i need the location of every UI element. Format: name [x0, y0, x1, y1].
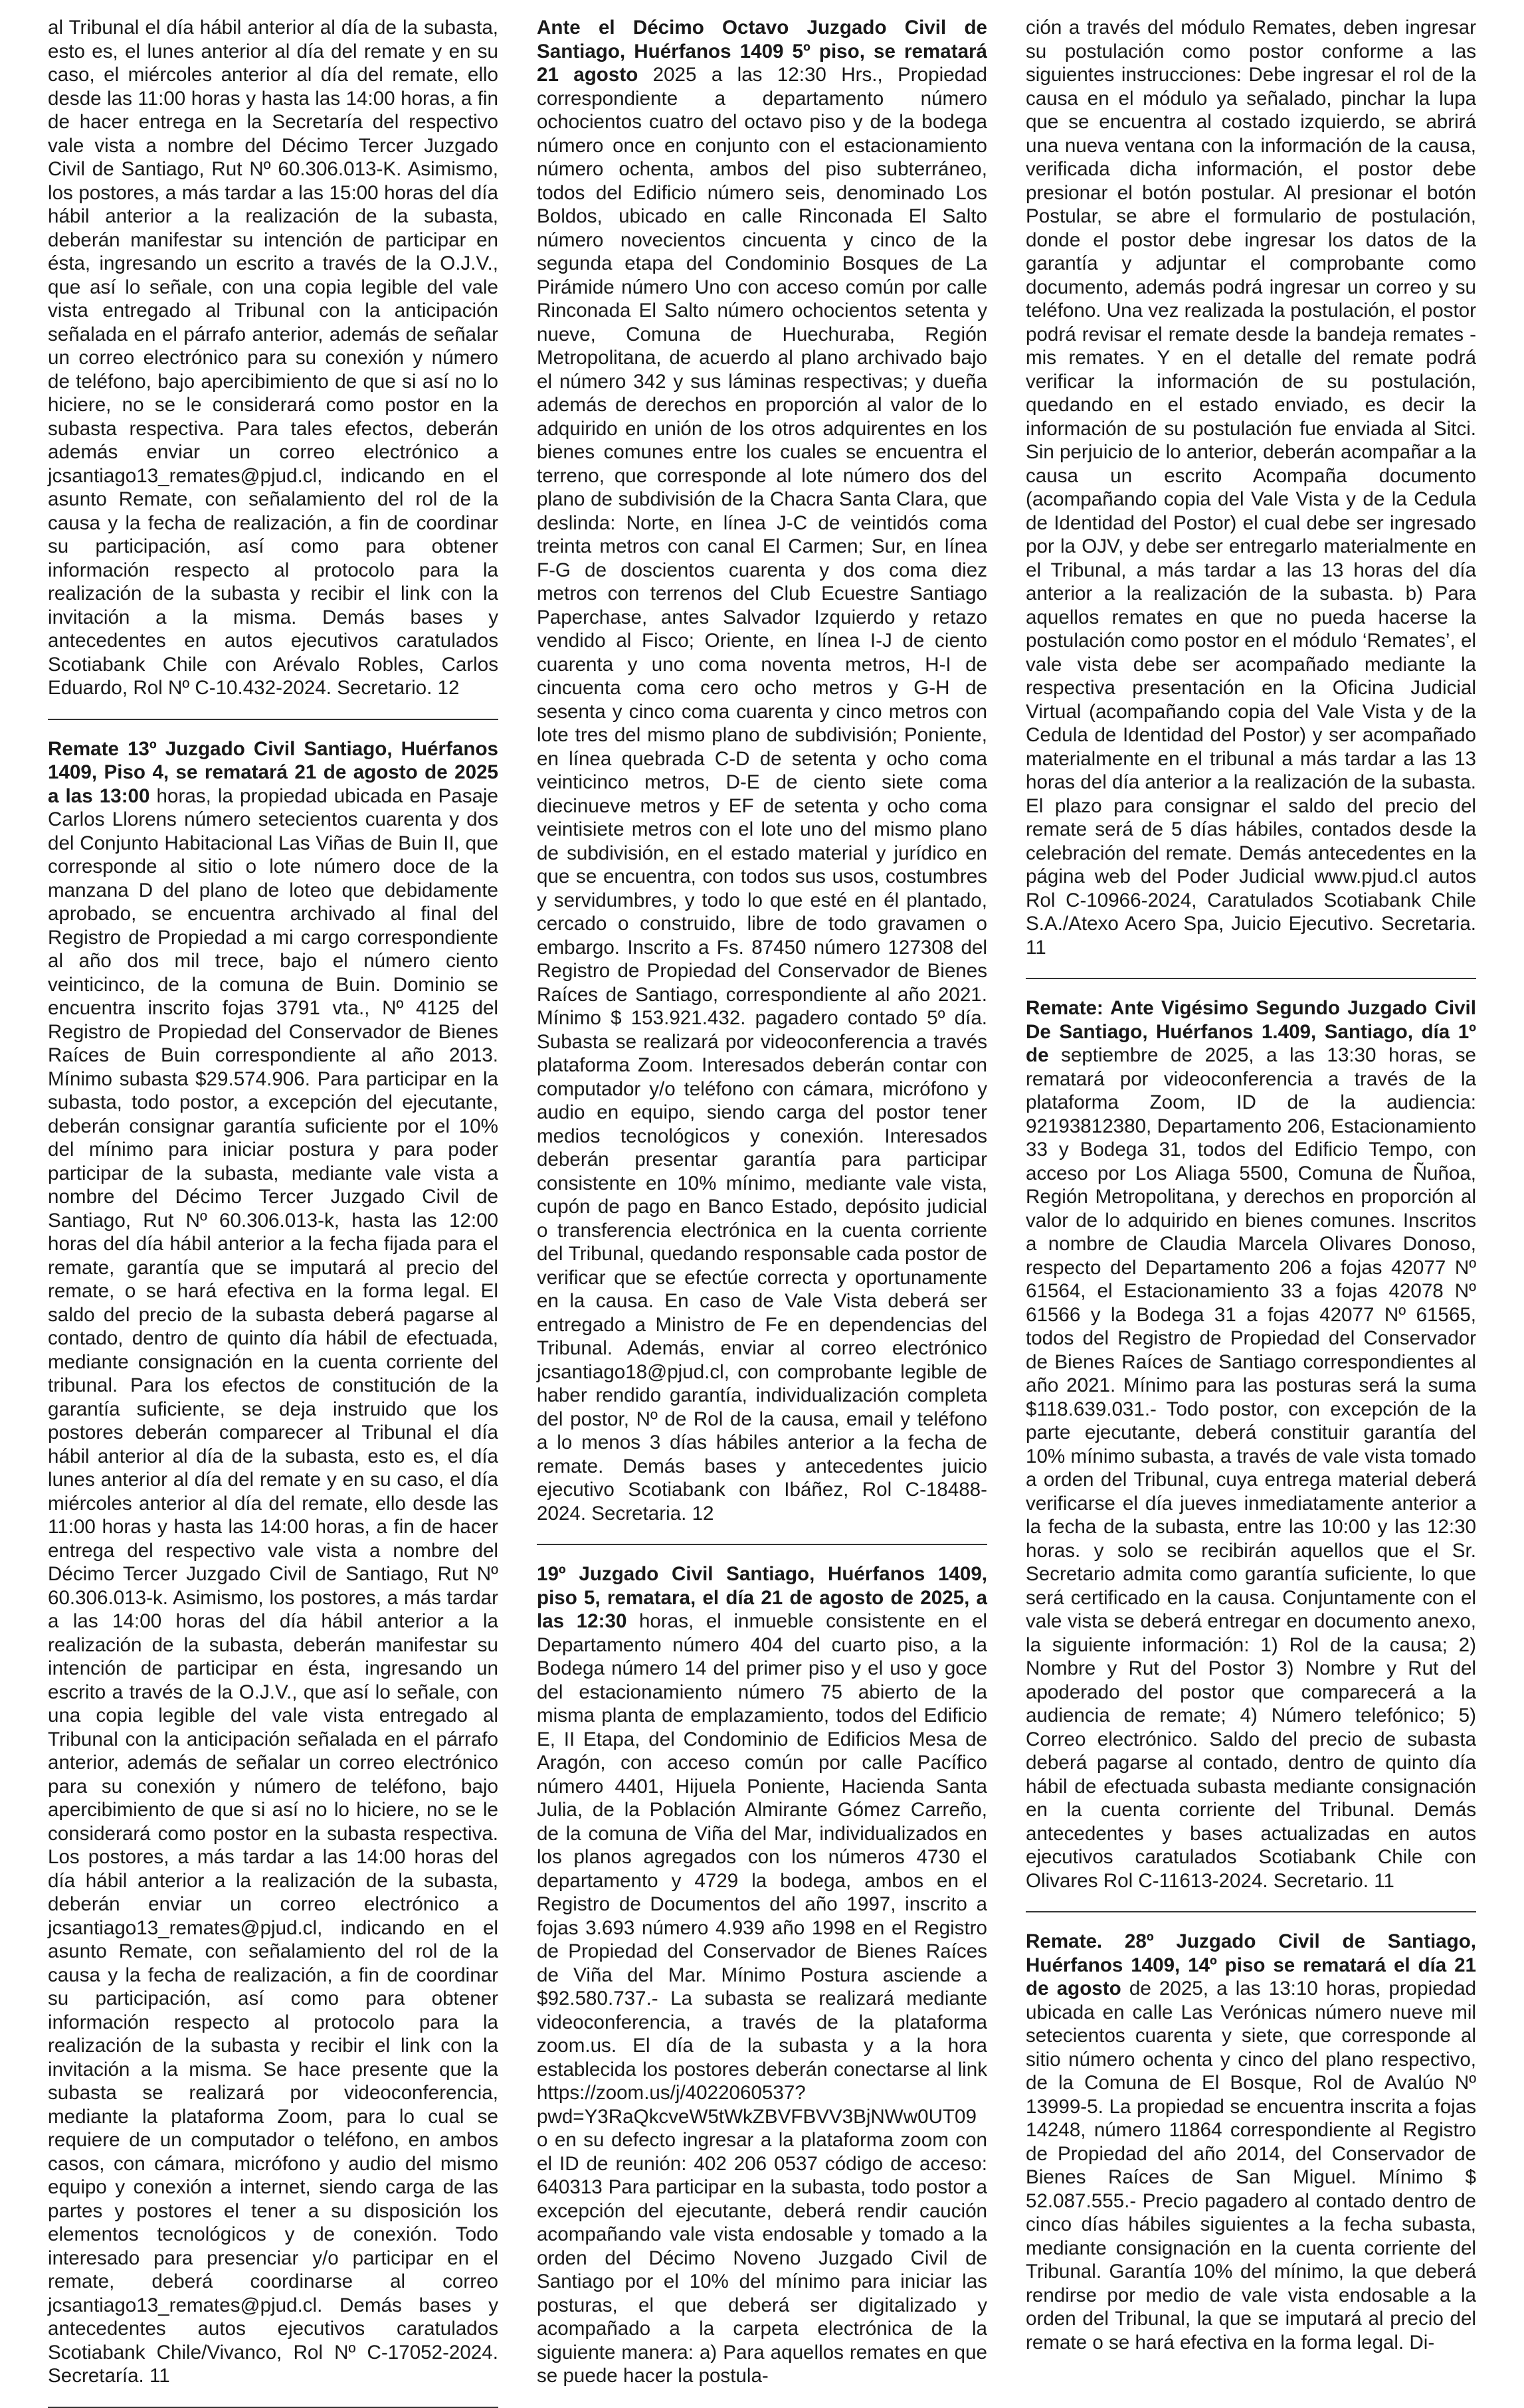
notice-body: 2025 a las 12:30 Hrs., Propiedad correspondiente a departamento número ochocientos cuatro del octavo piso y de la bodega número once en conjunto con el estacionamiento número ochenta, ambos del piso subterráneo, todos del Edificio número seis, denominado Los Boldos, ubicado en calle Rinconada El Salto número novecientos cincuenta y cinco de la segunda etapa del Condominio Bosques de La Pirámide número Uno con acceso común por calle Rinconada El Salto número ochocientos setenta y nueve, Comuna de Huechuraba, Región Metropolitana, de acuerdo al plano archivado bajo el número 342 y sus láminas respectivas; y dueña además de derechos en proporción al valor de lo adquirido en unión de los otros adquirentes en los bienes comunes entre los cuales se encuentra el terreno, que corresponde al lote número dos del plano de subdivisión de la Chacra Santa Clara, que deslinda: Norte, en línea J-C de veintidós coma treinta metros con canal El Carmen; Sur, en línea F-G de doscientos cuarenta y dos coma diez metros con terrenos del Club Ecuestre Santiago Paperchase, antes Salvador Izquierdo y retazo vendido al Fisco; Oriente, en línea I-J de ciento cuarenta y uno coma noventa metros, H-I de cincuenta coma cero ocho metros y G-H de sesenta y cinco coma cuarenta y cinco metros con lote tres del mismo plano de subdivisión; Poniente, en línea quebrada C-D de setenta y ocho coma veinticinco metros, D-E de ciento siete coma diecinueve metros y EF de setenta y ocho coma veintisiete metros con el lote uno del mismo plano de subdivisión, en el estado material y jurídico en que se encuentra, con todos sus usos, costumbres y servidumbres, y todo lo que esté en él plantado, cercado o construido, libre de todo gravamen o embargo. Inscrito a Fs. 87450 número 127308 del Registro de Propiedad del Conservador de Bienes Raíces de Santiago, correspondiente al año 2021. Mínimo $ 153.921.432. pagadero contado 5º día. Subasta se realizará por videoconferencia a través plataforma Zoom. Interesados deberán contar con computador y/o teléfono con cámara, micrófono y audio en equipo, siendo carga del postor tener medios tecnológicos y conexión. Interesados deberán presentar garantía para participar consistente en 10% mínimo, mediante vale vista, cupón de pago en Banco Estado, depósito judicial o transferencia electrónica en la cuenta corriente del Tribunal, quedando responsable cada postor de verificar que se efectúe correcta y oportunamente en la causa. En caso de Vale Vista deberá ser entregado a Ministro de Fe en dependencias del Tribunal. Además, enviar al correo electrónico jcsantiago18@pjud.cl, con comprobante legible de haber rendido garantía, individualización completa del postor, Nº de Rol de la causa, email y teléfono a lo menos 3 días hábiles anterior a la fecha de remate. Demás bases y antecedentes juicio ejecutivo Scotiabank con Ibáñez, Rol C-18488-2024. Secretaria. 12 [537, 64, 987, 1525]
notice-body: al Tribunal el día hábil anterior al día de la subasta, esto es, el lunes anterior al día del remate y en su caso, el miércoles anterior al día del remate, ello desde las 11:00 horas y hasta las 14:00 horas, a fin de hacer entrega en la Secretaría del respectivo vale vista a nombre del Décimo Tercer Juzgado Civil de Santiago, Rut Nº 60.306.013-K. Asimismo, los postores, a más tardar a las 15:00 horas del día hábil anterior a la realización de la subasta, deberán manifestar su intención de participar en ésta, ingresando un escrito a través de la O.J.V., que así lo señale, con una copia legible del vale vista entregado al Tribunal con la anticipación señalada en el párrafo anterior, además de señalar un correo electrónico para su conexión y número de teléfono, bajo apercibimiento de que si así no lo hiciere, no se le considerará como postor en la subasta respectiva. Para tales efectos, deberán además enviar un correo electrónico a jcsantiago13_remates@pjud.cl, indicando en el asunto Remate, con señalamiento del rol de la causa y la fecha de realización, a fin de coordinar su participación, así como para obtener información respecto al protocolo para la realización de la subasta y recibir el link con la invitación a la misma. Demás bases y antecedentes en autos ejecutivos caratulados Scotiabank Chile con Arévalo Robles, Carlos Eduardo, Rol Nº C-10.432-2024. Secretario. 12 [48, 17, 498, 699]
notice-13-juzgado [48, 737, 498, 2396]
notice-body: septiembre de 2025, a las 13:30 horas, se rematará por videoconferencia a través de la plataforma Zoom, ID de la audiencia: 92193812380, Departamento 206, Estacionamiento 33 y Bodega 31, todos del Edificio Tempo, con acceso por Los Aliaga 5500, Comuna de Ñuñoa, Región Metropolitana, y derechos en proporción al valor de lo adquirido en bienes comunes. Inscritos a nombre de Claudia Marcela Olivares Donoso, respecto del Departamento 206 a fojas 42077 Nº 61564, el Estacionamiento 33 a fojas 42078 Nº 61566 y la Bodega 31 a fojas 42077 Nº 61565, todos del Registro de Propiedad del Conservador de Bienes Raíces de Santiago correspondientes al año 2021. Mínimo para las posturas será la suma $118.639.031.- Todo postor, con excepción de la parte ejecutante, deberá constituir garantía del 10% mínimo subasta, a través de vale vista tomado a orden del Tribunal, cuya entrega material deberá verificarse el día jueves inmediatamente anterior a la fecha de la subasta, entre las 10:00 y las 12:30 horas. y solo se recibirán aquellos que el Sr. Secretario admita como garantía suficiente, lo que será certificado en la causa. Conjuntamente con el vale vista se deberá entregar en documento anexo, la siguiente información: 1) Rol de la causa; 2) Nombre y Rut del Postor 3) Nombre y Rut del apoderado del postor que comparecerá a la audiencia de remate; 4) Número telefónico; 5) Correo electrónico. Saldo del precio de subasta deberá pagarse al contado, dentro de quinto día hábil de efectuada subasta mediante consignación en la cuenta corriente del Tribunal. Demás antecedentes y bases actualizadas en autos ejecutivos caratulados Scotiabank Chile con Olivares Rol C-11613-2024. Secretario. 11 [1026, 1044, 1476, 1892]
notice-heading: Remate. 28º Juzgado Civil de Santiago, Huérfanos 1409, 14º piso se rematará el día 21 de agosto [1026, 1930, 1476, 1999]
notice-separator [1026, 978, 1476, 979]
notice-separator [1026, 1911, 1476, 1912]
column-right [1026, 16, 1477, 2354]
notice-heading: 19º Juzgado Civil Santiago, Huérfanos 1409, piso 5, rematara, el día 21 de agosto de 2025, a las 12:30 [537, 1563, 987, 1632]
notice-continued [1026, 16, 1476, 967]
notice-continued [48, 16, 498, 708]
notice-body: de 2025, a las 13:10 horas, propiedad ubicada en calle Las Verónicas número nueve mil setecientos cuarenta y siete, que corresponde al sitio número ochenta y cinco del plano respectivo, de la Comuna de El Bosque, Rol de Avalúo Nº 13999-5. La propiedad se encuentra inscrita a fojas 14248, número 11864 correspondiente al Registro de Propiedad del año 2014, del Conservador de Bienes Raíces de San Miguel. Mínimo $ 52.087.555.- Precio pagadero al contado dentro de cinco días hábiles siguientes a la fecha subasta, mediante consignación en la cuenta corriente del Tribunal. Garantía 10% del mínimo, la que deberá rendirse por medio de vale vista endosable a la orden del Tribunal, la que se imputará al precio del remate o se hará efectiva en la forma legal. Di- [1026, 1978, 1477, 2354]
column-left [48, 16, 498, 2387]
notice-body: horas, la propiedad ubicada en Pasaje Carlos Llorens número setecientos cuarenta y dos del Conjunto Habitacional Las Viñas de Buin II, que corresponde al sitio o lote número doce de la manzana D del plano de loteo que debidamente aprobado, se encuentra archivado al final del Registro de Propiedad a mi cargo correspondiente al año dos mil trece, bajo el número ciento veinticinco, de la comuna de Buin. Dominio se encuentra inscrito fojas 3791 vta., Nº 4125 del Registro de Propiedad del Conservador de Bienes Raíces de Buin correspondiente al año 2013. Mínimo subasta $29.574.906. Para participar en la subasta, todo postor, a excepción del ejecutante, deberán consignar garantía suficiente por el 10% del mínimo para iniciar postura y para poder participar de la subasta, mediante vale vista a nombre del Décimo Tercer Juzgado Civil de Santiago, Rut Nº 60.306.013-k, hasta las 12:00 horas del día hábil anterior a la fecha fijada para el remate, garantía que se imputará al precio del remate, o se hará efectiva en la forma legal. El saldo del precio de la subasta deberá pagarse al contado, dentro de quinto día hábil de efectuada, mediante consignación en la cuenta corriente del tribunal. Para los efectos de constitución de la garantía suficiente, se deja instruido que los postores deberán comparecer al Tribunal el día hábil anterior al día de la subasta, esto es, el día lunes anterior al día del remate y en su caso, el día miércoles anterior al día del remate, ello desde las 11:00 horas y hasta las 14:00 horas, a fin de hacer entrega del respectivo vale vista a nombre del Décimo Tercer Juzgado Civil de Santiago, Rut Nº 60.306.013-k. Asimismo, los postores, a más tardar a las 14:00 horas del día hábil anterior a la realización de la subasta, deberán manifestar su intención de participar en ésta, ingresando un escrito a través de la O.J.V., que así lo señale, con una copia legible del vale vista entregado al Tribunal con la anticipación señalada en el párrafo anterior, además de señalar un correo electrónico para su conexión y número de teléfono, bajo apercibimiento de que si así no lo hiciere, no se le considerará como postor en la subasta respectiva. Los postores, a más tardar a las 14:00 horas del día hábil anterior a la realización de la subasta, deberán enviar un correo electrónico a jcsantiago13_remates@pjud.cl, indicando en el asunto Remate, con señalamiento del rol de la causa y la fecha de realización, a fin de coordinar su participación, así como para obtener información respecto al protocolo para la realización de la subasta y recibir el link con la invitación a la misma. Se hace presente que la subasta se realizará por videoconferencia, mediante la plataforma Zoom, para lo cual se requiere de un computador o teléfono, en ambos casos, con cámara, micrófono y audio del mismo equipo y conexión a internet, siendo carga de las partes y postores el tener a su disposición los elementos tecnológicos y de conexión. Todo interesado para presenciar y/o participar en el remate, deberá coordinarse al correo jcsantiago13_remates@pjud.cl. Demás bases y antecedentes autos ejecutivos caratulados Scotiabank Chile/Vivanco, Rol Nº C-17052-2024. Secretaría. 11 [48, 785, 498, 2387]
notice-heading: Remate 13º Juzgado Civil Santiago, Huérfanos 1409, Piso 4, se rematará 21 de agosto de 2025 a las 13:00 [48, 737, 498, 807]
notice-19-juzgado [537, 1562, 987, 2396]
notice-separator [48, 2407, 498, 2408]
notice-heading: Remate: Ante Vigésimo Segundo Juzgado Civil De Santiago, Huérfanos 1.409, Santiago, día 1º de [1026, 997, 1476, 1066]
notice-22-juzgado [1026, 996, 1476, 1900]
notice-body: horas, el inmueble consistente en el Departamento número 404 del cuarto piso, a la Bodega número 14 del primer piso y el uso y goce del estacionamiento número 75 abierto de la misma planta de emplazamiento, todos del Edificio E, II Etapa, del Condominio de Edificios Mesa de Aragón, con acceso común por calle Pacífico número 4401, Hijuela Poniente, Hacienda Santa Julia, de la Población Almirante Gómez Carreño, de la comuna de Viña del Mar, individualizados en los planos agregados con los números 4730 el departamento y 4729 la bodega, ambos en el Registro de Documentos del año 1997, inscrito a fojas 3.693 número 4.939 año 1998 en el Registro de Propiedad del Conservador de Bienes Raíces de Viña del Mar. Mínimo Postura asciende a $92.580.737.- La subasta se realizará mediante videoconferencia, a través de la plataforma zoom.us. El día de la subasta y a la hora establecida los postores deberán conectarse al link https://zoom.us/j/4022060537?pwd=Y3RaQkcveW5tWkZBVFBVV3BjNWw0UT09 o en su defecto ingresar a la plataforma zoom con el ID de reunión: 402 206 0537 código de acceso: 640313 Para participar en la subasta, todo postor a excepción del ejecutante, deberá rendir caución acompañando vale vista endosable y tomado a la orden del Décimo Noveno Juzgado Civil de Santiago por el 10% del mínimo para iniciar las posturas, el que deberá ser digitalizado y acompañado a la carpeta electrónica de la siguiente manera: a) Para aquellos remates en que se puede hacer la postula- [537, 1610, 987, 2387]
notice-28-juzgado [1026, 1930, 1476, 2362]
notice-separator [48, 719, 498, 720]
notice-heading: Ante el Décimo Octavo Juzgado Civil de Santiago, Huérfanos 1409 5º piso, se rematará 21 agosto [537, 17, 987, 86]
column-middle [537, 16, 987, 2387]
notice-18-juzgado [537, 16, 987, 1533]
notice-separator [537, 1544, 987, 1545]
notice-body: ción a través del módulo Remates, deben ingresar su postulación como postor conforme a las siguientes instrucciones: Debe ingresar el rol de la causa en el módulo ya señalado, pinchar la lupa que se encuentra al costado izquierdo, se abrirá una nueva ventana con la información de la causa, verificada dicha información, el postor debe presionar el botón postular. Al presionar el botón Postular, se abre el formulario de postulación, donde el postor debe ingresar los datos de la garantía y adjuntar el comprobante como documento, además podrá ingresar un correo y su teléfono. Una vez realizada la postulación, el postor podrá revisar el remate desde la bandeja remates - mis remates. Y en el detalle del remate podrá verificar la información de su postulación, quedando en el estado enviado, es decir la información de su postulación fue enviada al Sitci. Sin perjuicio de lo anterior, deberán acompañar a la causa un escrito Acompaña documento (acompañando copia del Vale Vista y de la Cedula de Identidad del Postor) el cual debe ser ingresado por la OJV, y debe ser entregarlo materialmente en el Tribunal, a más tardar a las 13 horas del día anterior a la realización de la subasta. b) Para aquellos remates en que no pueda hacerse la postulación como postor en el módulo ‘Remates’, el vale vista debe ser acompañado mediante la respectiva presentación en la Oficina Judicial Virtual (acompañando copia del Vale Vista y de la Cedula de Identidad del Postor) y ser acompañado materialmente en el tribunal a más tardar a las 13 horas del día anterior a la realización de la subasta. El plazo para consignar el saldo del precio del remate será de 5 días hábiles, contados desde la celebración del remate. Demás antecedentes en la página web del Poder Judicial www.pjud.cl autos Rol C-10966-2024, Caratulados Scotiabank Chile S.A./Atexo Acero Spa, Juicio Ejecutivo. Secretaria. 11 [1026, 17, 1476, 959]
